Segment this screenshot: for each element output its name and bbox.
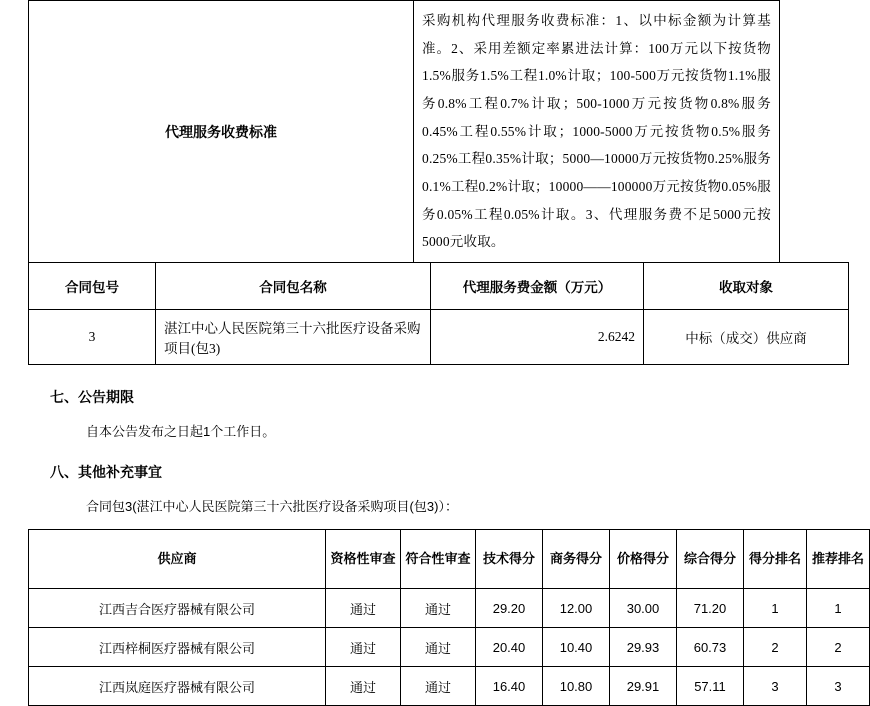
cell-qualification-review: 通过 — [326, 667, 401, 706]
column-header-qualification-review: 资格性审查 — [326, 530, 401, 589]
cell-price-score: 29.91 — [610, 667, 677, 706]
section-text-other-matters: 合同包3(湛江中心人民医院第三十六批医疗设备采购项目(包3)）： — [86, 499, 458, 515]
table-row — [29, 628, 870, 667]
cell-commercial-score: 12.00 — [543, 589, 610, 628]
column-header-fee-amount: 代理服务费金额（万元） — [431, 263, 644, 310]
cell-supplier-name: 江西岚庭医疗器械有限公司 — [29, 667, 326, 706]
cell-compliance-review: 通过 — [401, 667, 476, 706]
table-row — [29, 310, 849, 365]
column-header-recommend-rank: 推荐排名 — [807, 530, 870, 589]
cell-price-score: 30.00 — [610, 589, 677, 628]
column-header-technical-score: 技术得分 — [476, 530, 543, 589]
cell-technical-score: 20.40 — [476, 628, 543, 667]
fee-standard-body: 采购机构代理服务收费标准：1、以中标金额为计算基准。2、采用差额定率累进法计算：100万元以下按货物1.5%服务1.5%工程1.0%计取；100-500万元按货物1.1%服务0.8%工程0.7%计取；500-1000万元按货物0.8%服务0.45%工程0.55%计取；1000-5000万元按货物0.5%服务0.25%工程0.35%计取；5000—10000万元按货物0.25%服务0.1%工程0.2%计取；10000——100000万元按货物0.05%服务0.05%工程0.05%计取。3、代理服务费不足5000元按5000元收取。 — [414, 1, 780, 263]
cell-package-no: 3 — [29, 310, 156, 365]
cell-total-score: 57.11 — [677, 667, 744, 706]
cell-recommend-rank: 1 — [807, 589, 870, 628]
cell-score-rank: 3 — [744, 667, 807, 706]
cell-package-name: 湛江中心人民医院第三十六批医疗设备采购项目(包3) — [156, 310, 431, 365]
cell-technical-score: 16.40 — [476, 667, 543, 706]
column-header-score-rank: 得分排名 — [744, 530, 807, 589]
cell-score-rank: 1 — [744, 589, 807, 628]
column-header-price-score: 价格得分 — [610, 530, 677, 589]
table-row — [29, 1, 780, 263]
column-header-package-name: 合同包名称 — [156, 263, 431, 310]
table-row — [29, 667, 870, 706]
cell-qualification-review: 通过 — [326, 628, 401, 667]
cell-supplier-name: 江西梓桐医疗器械有限公司 — [29, 628, 326, 667]
section-heading-other-matters: 八、其他补充事宜 — [50, 464, 162, 481]
table-header-row — [29, 263, 849, 310]
package-fee-table — [28, 262, 849, 365]
cell-recommend-rank: 3 — [807, 667, 870, 706]
column-header-package-no: 合同包号 — [29, 263, 156, 310]
cell-compliance-review: 通过 — [401, 628, 476, 667]
cell-payer: 中标（成交）供应商 — [644, 310, 849, 365]
agency-fee-standard-table — [28, 0, 780, 263]
column-header-compliance-review: 符合性审查 — [401, 530, 476, 589]
table-row — [29, 589, 870, 628]
cell-technical-score: 29.20 — [476, 589, 543, 628]
cell-score-rank: 2 — [744, 628, 807, 667]
table-header-row — [29, 530, 870, 589]
supplier-score-table — [28, 529, 870, 706]
cell-supplier-name: 江西吉合医疗器械有限公司 — [29, 589, 326, 628]
cell-total-score: 71.20 — [677, 589, 744, 628]
cell-price-score: 29.93 — [610, 628, 677, 667]
section-text-announcement-period: 自本公告发布之日起1个工作日。 — [86, 424, 276, 440]
column-header-supplier: 供应商 — [29, 530, 326, 589]
cell-compliance-review: 通过 — [401, 589, 476, 628]
column-header-commercial-score: 商务得分 — [543, 530, 610, 589]
cell-fee-amount: 2.6242 — [431, 310, 644, 365]
column-header-total-score: 综合得分 — [677, 530, 744, 589]
fee-standard-label: 代理服务收费标准 — [29, 1, 414, 263]
cell-commercial-score: 10.40 — [543, 628, 610, 667]
cell-commercial-score: 10.80 — [543, 667, 610, 706]
cell-recommend-rank: 2 — [807, 628, 870, 667]
section-heading-announcement-period: 七、公告期限 — [50, 389, 134, 406]
cell-qualification-review: 通过 — [326, 589, 401, 628]
column-header-payer: 收取对象 — [644, 263, 849, 310]
cell-total-score: 60.73 — [677, 628, 744, 667]
